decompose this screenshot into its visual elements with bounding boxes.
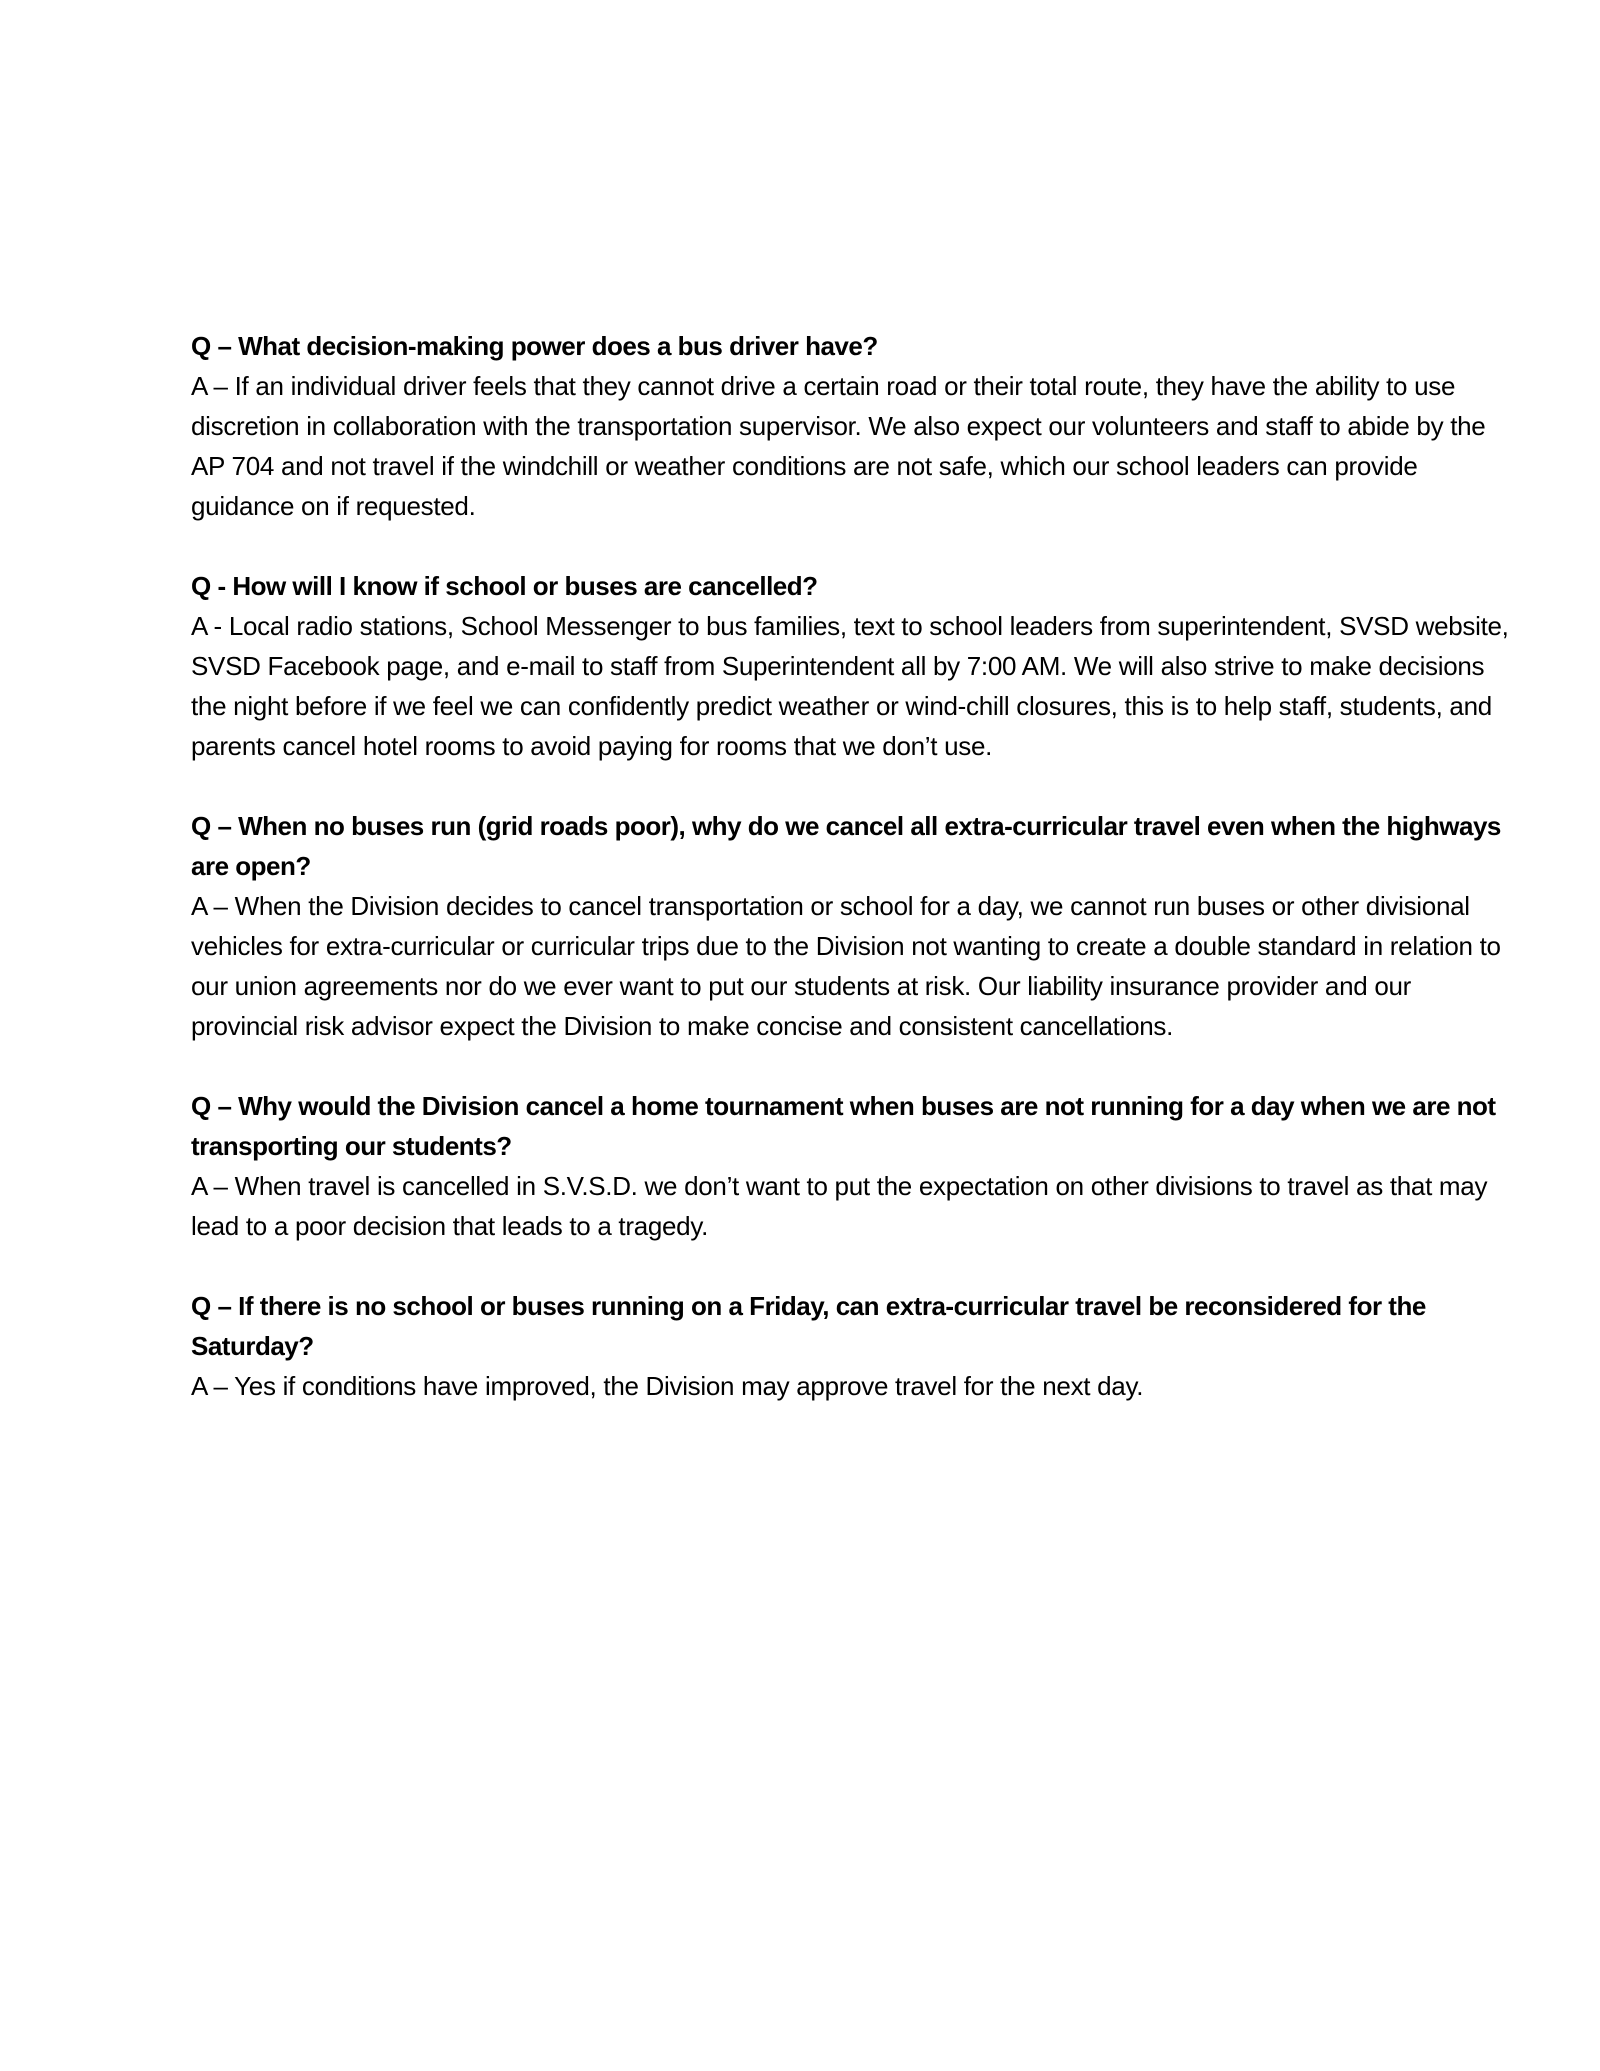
faq-item (191, 326, 1513, 526)
faq-question: Q - How will I know if school or buses are cancelled? (191, 571, 818, 601)
faq-answer: A – Yes if conditions have improved, the Division may approve travel for the next day. (191, 1371, 1144, 1401)
faq-item (191, 566, 1513, 766)
faq-item (191, 806, 1513, 1046)
faq-content (191, 326, 1513, 1446)
faq-answer: A – When the Division decides to cancel transportation or school for a day, we cannot run buses or other divisional vehicles for extra-curricular or curricular trips due to the Division not wanting to create a double standard in relation to our union agreements nor do we ever want to put our students at risk. Our liability insurance provider and our provincial risk advisor expect the Division to make concise and consistent cancellations. (191, 891, 1501, 1041)
faq-question: Q – When no buses run (grid roads poor), why do we cancel all extra-curricular travel even when the highways are open? (191, 811, 1501, 881)
faq-answer: A – If an individual driver feels that they cannot drive a certain road or their total route, they have the ability to use discretion in collaboration with the transportation supervisor. We also expect our volunteers and staff to abide by the AP 704 and not travel if the windchill or weather conditions are not safe, which our school leaders can provide guidance on if requested. (191, 371, 1486, 521)
faq-item (191, 1286, 1513, 1406)
faq-question: Q – If there is no school or buses running on a Friday, can extra-curricular travel be reconsidered for the Saturday? (191, 1291, 1426, 1361)
faq-answer: A - Local radio stations, School Messenger to bus families, text to school leaders from superintendent, SVSD website, SVSD Facebook page, and e-mail to staff from Superintendent all by 7:00 AM. We will also strive to make decisions the night before if we feel we can confidently predict weather or wind-chill closures, this is to help staff, students, and parents cancel hotel rooms to avoid paying for rooms that we don’t use. (191, 611, 1509, 761)
faq-question: Q – Why would the Division cancel a home tournament when buses are not running for a day when we are not transporting our students? (191, 1091, 1496, 1161)
faq-answer: A – When travel is cancelled in S.V.S.D. we don’t want to put the expectation on other divisions to travel as that may lead to a poor decision that leads to a tragedy. (191, 1171, 1488, 1241)
faq-item (191, 1086, 1513, 1246)
faq-question: Q – What decision-making power does a bus driver have? (191, 331, 878, 361)
